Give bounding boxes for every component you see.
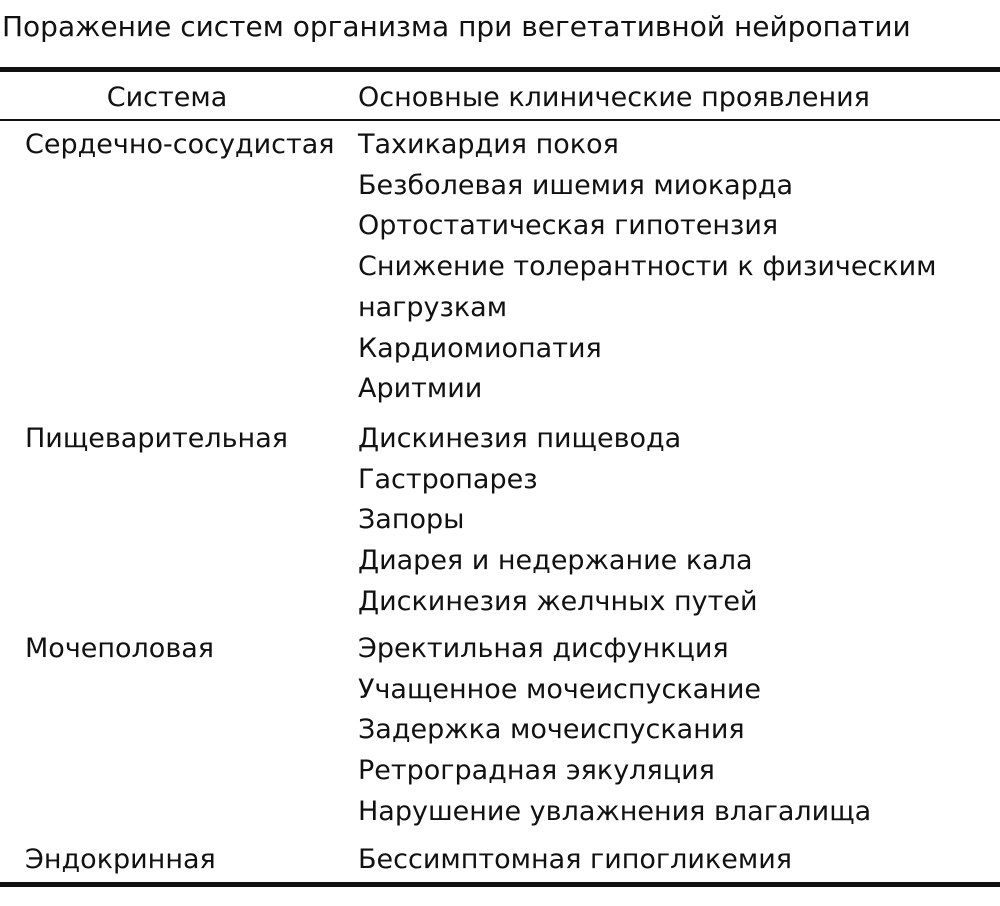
system-cell: Сердечно-сосудистая [25, 129, 335, 160]
manifestations-list [358, 419, 998, 623]
table-caption: Поражение систем организма при вегетативной нейропатии [2, 10, 911, 43]
column-header-system: Система [106, 82, 228, 113]
manifestations-list [358, 840, 998, 881]
manifestation-item: Бессимптомная гипогликемия [358, 844, 793, 875]
manifestation-item: Кардиомиопатия [358, 332, 602, 364]
manifestation-item: Запоры [358, 504, 465, 536]
manifestation-item: Снижение толерантности к физическим [358, 251, 937, 283]
table-bottom-rule [0, 882, 1000, 887]
manifestation-item: Ретроградная эякуляция [358, 755, 715, 787]
manifestation-item: Эректильная дисфункция [358, 633, 729, 664]
column-header-manifestations: Основные клинические проявления [358, 82, 870, 113]
manifestation-item: Тахикардия покоя [358, 129, 619, 160]
manifestation-item: Ортостатическая гипотензия [358, 210, 779, 242]
system-cell: Эндокринная [25, 844, 216, 875]
manifestation-item: нагрузкам [358, 291, 508, 323]
table-top-rule [0, 67, 1000, 72]
manifestations-list [358, 125, 998, 410]
system-cell: Мочеполовая [25, 633, 215, 664]
manifestation-item: Дискинезия желчных путей [358, 585, 758, 617]
manifestation-item: Аритмии [358, 373, 483, 405]
manifestation-item: Задержка мочеиспускания [358, 714, 745, 746]
manifestation-item: Диарея и недержание кала [358, 545, 753, 577]
manifestation-item: Безболевая ишемия миокарда [358, 169, 794, 201]
manifestation-item: Нарушение увлажнения влагалища [358, 795, 872, 827]
manifestation-item: Дискинезия пищевода [358, 423, 682, 454]
manifestation-item: Гастропарез [358, 463, 538, 495]
manifestation-item: Учащенное мочеиспускание [358, 673, 761, 705]
system-cell: Пищеварительная [25, 423, 288, 454]
manifestations-list [358, 629, 998, 833]
header-divider-rule [0, 119, 1000, 121]
